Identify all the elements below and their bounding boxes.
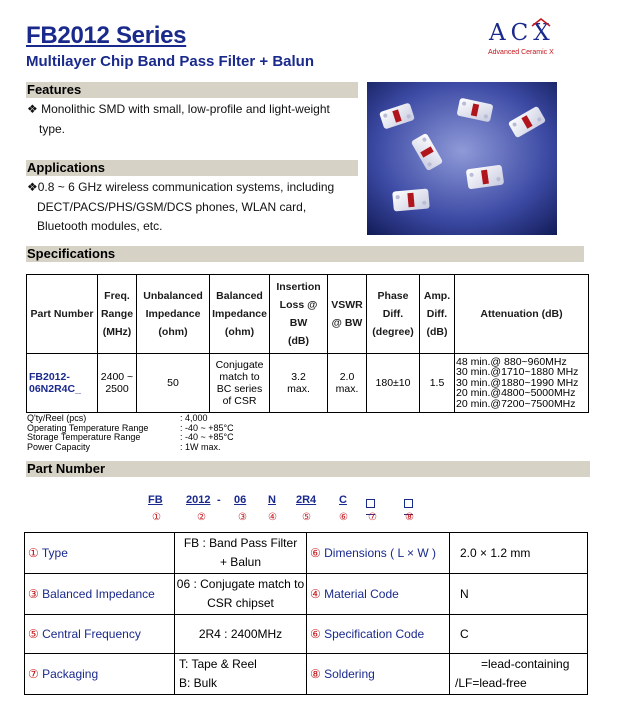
code-n: N <box>268 494 276 506</box>
col-vswr: VSWR @ BW <box>328 275 367 354</box>
cell-frequency-label: ⑤ Central Frequency <box>25 615 175 654</box>
cell-material-value: N <box>450 574 588 615</box>
col-unbalanced: Unbalanced Impedance (ohm) <box>137 275 210 354</box>
logo-accent-icon <box>530 18 552 28</box>
applications-heading: Applications <box>26 160 358 176</box>
product-photo <box>367 82 557 235</box>
cell-material-label: ④ Material Code <box>307 574 450 615</box>
applications-line: Bluetooth modules, etc. <box>37 219 163 233</box>
table-row <box>25 615 588 654</box>
cell-packaging-label: ⑦ Packaging <box>25 654 175 695</box>
applications-line: ❖0.8 ~ 6 GHz wireless communication systems, including <box>27 180 335 194</box>
table-header-row <box>27 275 589 354</box>
circled-number: ① <box>152 512 161 523</box>
col-part-number: Part Number <box>27 275 98 354</box>
col-amp: Amp. Diff. (dB) <box>420 275 455 354</box>
cell-balanced: Conjugate match to BC series of CSR <box>210 354 270 413</box>
applications-text <box>27 178 334 237</box>
features-text <box>27 100 330 139</box>
cell-spec-code-value: C <box>450 615 588 654</box>
cell-balanced-label: ③ Balanced Impedance <box>25 574 175 615</box>
col-balanced: Balanced Impedance (ohm) <box>210 275 270 354</box>
cell-attenuation: 48 min.@ 880~960MHz 30 min.@1710~1880 MHz 30 min.@1880~1990 MHz 20 min.@4800~5000MHz 20 min.@7200~7500MHz <box>455 354 589 413</box>
page-title: FB2012 Series <box>26 22 187 49</box>
notes-values: : 4,000 : -40 ~ +85°C : -40 ~ +85°C : 1W max. <box>180 413 234 452</box>
cell-soldering-value: =lead-containing /LF=lead-free <box>450 654 588 695</box>
applications-line: DECT/PACS/PHS/GSM/DCS phones, WLAN card, <box>37 199 307 214</box>
cell-freq: 2400 ~ 2500 <box>98 354 137 413</box>
cell-dimensions-label: ⑥ Dimensions ( L × W ) <box>307 533 450 574</box>
circled-number: ⑦ <box>368 512 377 523</box>
cell-vswr: 2.0 max. <box>328 354 367 413</box>
cell-type-value: FB : Band Pass Filter + Balun <box>175 533 307 574</box>
cell-insertion: 3.2 max. <box>270 354 328 413</box>
features-line: ❖ Monolithic SMD with small, low-profile and light-weight <box>27 102 330 116</box>
code-06: 06 <box>234 494 247 506</box>
cell-unbalanced: 50 <box>137 354 210 413</box>
circled-number: ⑤ <box>302 512 311 523</box>
table-row <box>25 654 588 695</box>
col-attenuation: Attenuation (dB) <box>455 275 589 354</box>
circled-number: ② <box>197 512 206 523</box>
chip-image <box>392 188 430 211</box>
col-insertion: Insertion Loss @ BW (dB) <box>270 275 328 354</box>
features-line: type. <box>39 121 66 136</box>
table-row <box>25 574 588 615</box>
table-row <box>27 354 589 413</box>
cell-type-label: ① Type <box>25 533 175 574</box>
specifications-heading: Specifications <box>26 246 584 262</box>
code-dash: - <box>217 494 221 506</box>
table-row <box>25 533 588 574</box>
features-heading: Features <box>26 82 358 98</box>
circled-number: ⑧ <box>405 512 414 523</box>
circled-number: ④ <box>268 512 277 523</box>
cell-dimensions-value: 2.0 × 1.2 mm <box>450 533 588 574</box>
code-c: C <box>339 494 347 506</box>
cell-packaging-value: T: Tape & Reel B: Bulk <box>175 654 307 695</box>
cell-part-number: FB2012- 06N2R4C_ <box>27 354 98 413</box>
notes-labels: Q'ty/Reel (pcs) Operating Temperature Range Storage Temperature Range Power Capacity <box>27 413 149 452</box>
code-fb: FB <box>148 494 163 506</box>
company-logo: ACX <box>489 20 555 46</box>
cell-spec-code-label: ⑥ Specification Code <box>307 615 450 654</box>
part-number-heading: Part Number <box>26 461 590 477</box>
cell-balanced-value: 06 : Conjugate match to CSR chipset <box>175 574 307 615</box>
specifications-table <box>26 274 589 413</box>
part-number-table <box>24 532 588 695</box>
company-logo-subtitle: Advanced Ceramic X <box>488 49 554 56</box>
code-2r4: 2R4 <box>296 494 317 506</box>
code-2012: 2012 <box>186 494 211 506</box>
cell-soldering-label: ⑧ Soldering <box>307 654 450 695</box>
cell-frequency-value: 2R4 : 2400MHz <box>175 615 307 654</box>
circled-number: ③ <box>238 512 247 523</box>
cell-amp: 1.5 <box>420 354 455 413</box>
cell-phase: 180±10 <box>367 354 420 413</box>
page-subtitle: Multilayer Chip Band Pass Filter + Balun <box>26 53 314 70</box>
col-freq: Freq. Range (MHz) <box>98 275 137 354</box>
col-phase: Phase Diff. (degree) <box>367 275 420 354</box>
circled-number: ⑥ <box>339 512 348 523</box>
